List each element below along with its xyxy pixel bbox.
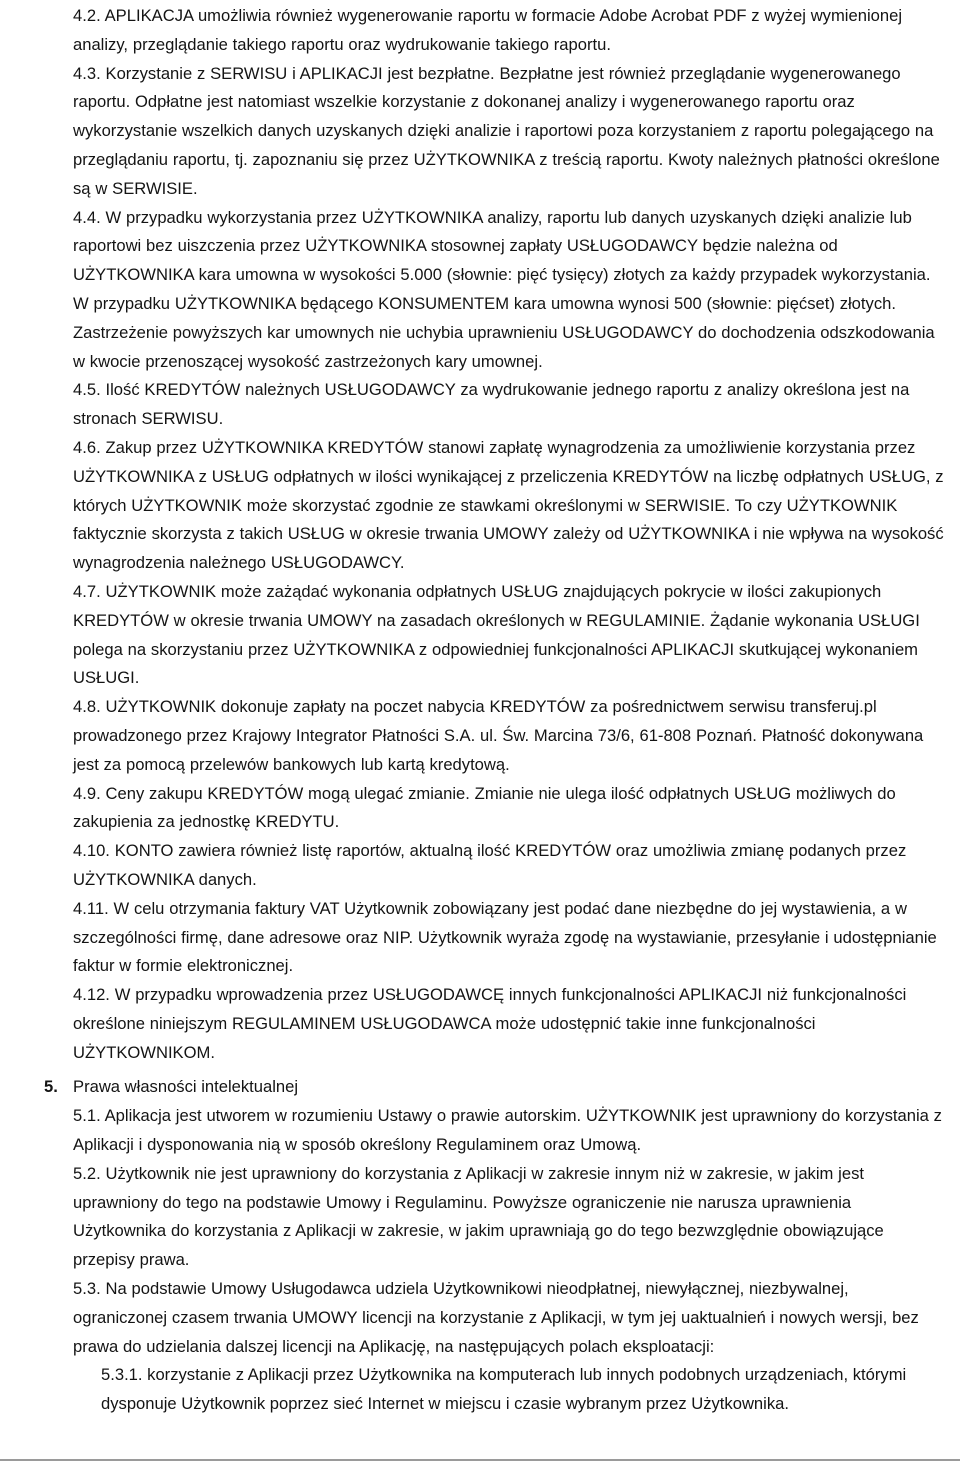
clause-text: Użytkownik nie jest uprawniony do korzystania z Aplikacji w zakresie innym niż w zakresie, w jakim jest uprawniony do tego na podstawie Umowy i Regulaminu. Powyższe ograniczenie nie narusza uprawnienia Użytkownika do korzystania z Aplikacji w zakresie, w jakim uprawniają go do tego bezwzględnie obowiązujące przepisy prawa.: [73, 1163, 884, 1270]
clause-5-1: [73, 1102, 945, 1160]
clause-number: 4.11.: [73, 898, 109, 918]
clause-number: 4.10.: [73, 841, 110, 861]
clause-5-2: [73, 1160, 945, 1275]
clause-number: 5.2.: [73, 1163, 101, 1183]
clause-text: KONTO zawiera również listę raportów, aktualną ilość KREDYTÓW oraz umożliwia zmianę podanych przez UŻYTKOWNIKA danych.: [73, 841, 907, 889]
clause-text: Korzystanie z SERWISU i APLIKACJI jest bezpłatne. Bezpłatne jest również przeglądanie wygenerowanego raportu. Odpłatne jest natomiast wszelkie korzystanie z dokonanej analizy i wygenerowanego raportu oraz wykorzystanie wszelkich danych uzyskanych dzięki analizie i raportowi poza korzystaniem z raportu polegającego na przeglądaniu raportu, tj. zapoznaniu się przez UŻYTKOWNIKA z treścią raportu. Kwoty należnych płatności określone są w SERWISIE.: [73, 63, 940, 198]
clause-text: Ilość KREDYTÓW należnych USŁUGODAWCY za wydrukowanie jednego raportu z analizy określona jest na stronach SERWISU.: [73, 380, 910, 429]
clause-text: Aplikacja jest utworem w rozumieniu Ustawy o prawie autorskim. UŻYTKOWNIK jest uprawniony do korzystania z Aplikacji i dysponowania nią w sposób określony Regulaminem oraz Umową.: [73, 1106, 942, 1155]
section-title: Prawa własności intelektualnej: [73, 1077, 299, 1097]
clause-4-9: [73, 780, 945, 838]
clause-4-12: [73, 981, 945, 1067]
clause-4-3: [73, 60, 945, 204]
clause-text: W celu otrzymania faktury VAT Użytkownik zobowiązany jest podać dane niezbędne do jej wystawienia, a w szczególności firmę, dane adresowe oraz NIP. Użytkownik wyraża zgodę na wystawianie, przesyłanie i udostępnianie faktur w formie elektronicznej.: [73, 898, 937, 976]
clause-number: 4.4.: [73, 207, 101, 227]
clause-text: UŻYTKOWNIK może zażądać wykonania odpłatnych USŁUG znajdujących pokrycie w ilości zakupionych KREDYTÓW w okresie trwania UMOWY na zasadach określonych w REGULAMINIE. Żądanie wykonania USŁUGI polega na skorzystaniu przez UŻYTKOWNIKA z odpowiedniej funkcjonalności APLIKACJI skutkującej wykonaniem USŁUGI.: [73, 581, 920, 688]
clause-text: Zakup przez UŻYTKOWNIKA KREDYTÓW stanowi zapłatę wynagrodzenia za umożliwienie korzystania przez UŻYTKOWNIKA z USŁUG odpłatnych w ilości wynikającej z przeliczenia KREDYTÓW na liczbę odpłatnych USŁUG, z których UŻYTKOWNIK może skorzystać zgodnie ze stawkami określonymi w SERWISIE. To czy UŻYTKOWNIK faktycznie skorzysta z takich USŁUG w okresie trwania UMOWY zależy od UŻYTKOWNIKA i nie wpływa na wysokość wynagrodzenia należnego USŁUGODAWCY.: [73, 437, 944, 573]
clause-number: 4.12.: [73, 985, 110, 1005]
clause-number: 4.5.: [73, 380, 101, 400]
clause-4-5: [73, 376, 945, 434]
clause-number: 4.7.: [73, 581, 101, 601]
clause-5-3-1: [101, 1361, 946, 1419]
clause-text: korzystanie z Aplikacji przez Użytkownika na komputerach lub innych podobnych urządzeniach, którymi dysponuje Użytkownik poprzez sieć Internet w miejscu i czasie wybranym przez Użytkownika.: [101, 1365, 907, 1414]
clause-number: 5.3.1.: [101, 1365, 143, 1385]
clause-4-10: [73, 837, 945, 895]
clause-text: W przypadku wprowadzenia przez USŁUGODAWCĘ innych funkcjonalności APLIKACJI niż funkcjonalności określone niniejszym REGULAMINEM USŁUGODAWCA może udostępnić takie inne funkcjonalności UŻYTKOWNIKOM.: [73, 985, 907, 1062]
clause-4-8: [73, 693, 945, 779]
clause-text: W przypadku wykorzystania przez UŻYTKOWNIKA analizy, raportu lub danych uzyskanych dzięki analizie lub raportowi bez uiszczenia przez UŻYTKOWNIKA stosownej zapłaty USŁUGODAWCY będzie należna od UŻYTKOWNIKA kara umowna w wysokości 5.000 (słownie: pięć tysięcy) złotych za każdy przypadek wykorzystania. W przypadku UŻYTKOWNIKA będącego KONSUMENTEM kara umowna wynosi 500 (słownie: pięćset) złotych. Zastrzeżenie powyższych kar umownych nie uchybia uprawnieniu USŁUGODAWCY do dochodzenia odszkodowania w kwocie przenoszącej wysokość zastrzeżonych kary umownej.: [73, 207, 935, 371]
clause-number: 5.1.: [73, 1106, 101, 1126]
section-number: 5.: [44, 1077, 58, 1097]
clause-4-4: [73, 204, 945, 377]
clause-number: 5.3.: [73, 1279, 101, 1299]
clause-text: APLIKACJA umożliwia również wygenerowanie raportu w formacie Adobe Acrobat PDF z wyżej wymienionej analizy, przeglądanie takiego raportu oraz wydrukowanie takiego raportu.: [73, 6, 903, 54]
clause-4-6: [73, 434, 945, 578]
clause-4-2: [73, 2, 945, 60]
clause-number: 4.9.: [73, 783, 101, 803]
clause-number: 4.2.: [73, 6, 101, 25]
clause-text: Na podstawie Umowy Usługodawca udziela Użytkownikowi nieodpłatnej, niewyłącznej, niezbywalnej, ograniczonej czasem trwania UMOWY licencji na korzystanie z Aplikacji, w tym jej uaktualnień i nowych wersji, bez prawa do udzielania dalszej licencji na Aplikację, na następujących polach eksploatacji:: [73, 1279, 919, 1356]
clause-text: Ceny zakupu KREDYTÓW mogą ulegać zmianie. Zmianie nie ulega ilość odpłatnych USŁUG możliwych do zakupienia za jednostkę KREDYTU.: [73, 783, 896, 832]
clause-number: 4.6.: [73, 437, 101, 457]
clause-4-11: [73, 895, 945, 981]
clause-5-3: [73, 1275, 945, 1361]
clause-number: 4.8.: [73, 697, 101, 717]
section-heading: [44, 1073, 924, 1102]
clause-4-7: [73, 578, 945, 693]
clause-number: 4.3.: [73, 63, 101, 83]
clause-text: UŻYTKOWNIK dokonuje zapłaty na poczet nabycia KREDYTÓW za pośrednictwem serwisu transferuj.pl prowadzonego przez Krajowy Integrator Płatności S.A. ul. Św. Marcina 73/6, 61-808 Poznań. Płatność dokonywana jest za pomocą przelewów bankowych lub kartą kredytową.: [73, 697, 924, 774]
